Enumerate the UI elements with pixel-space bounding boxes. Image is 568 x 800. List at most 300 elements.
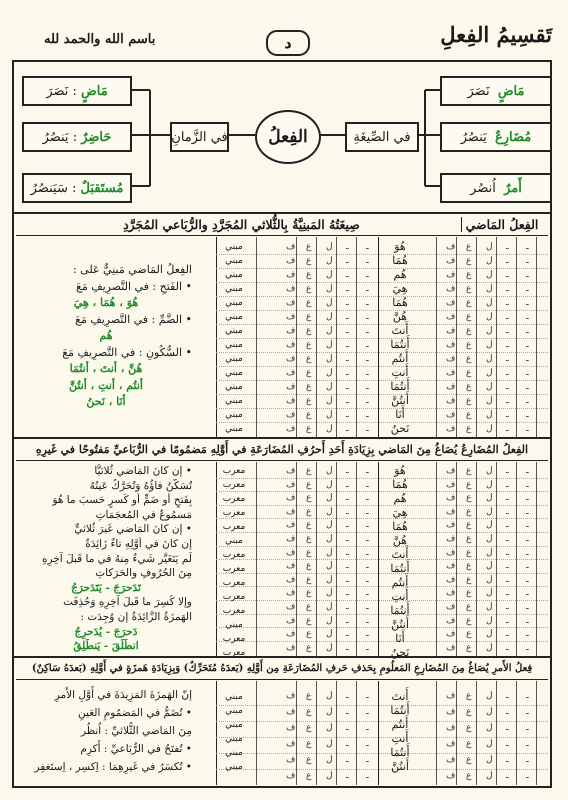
- by-form-node: [345, 122, 419, 152]
- verb-center-node: الفِعلُ: [255, 110, 321, 164]
- pronoun-cell: هِيَ: [392, 282, 408, 295]
- root-letter-mark: ل: [326, 242, 333, 252]
- root-letter-mark: ع: [466, 466, 472, 476]
- root-letter-mark: ـ: [526, 368, 529, 378]
- pronoun-cell: أَنتِ: [391, 366, 409, 379]
- imperative-section-header: [16, 658, 548, 680]
- status-cell: مبني: [225, 242, 243, 252]
- root-letter-mark: ل: [326, 340, 333, 350]
- note-line: • تُفتَحُ في الرُّبَاعيِّ : أَكرِم: [80, 743, 192, 755]
- root-letter-mark: ـ: [366, 771, 369, 781]
- pronoun-cell: نَحنُ: [390, 422, 410, 435]
- note-line: تُسَكَّنُ فاؤُهُ وَتُحَرَّكُ عَينُهُ: [89, 479, 192, 492]
- root-letter-mark: ع: [466, 326, 472, 336]
- root-letter-mark: ـ: [366, 642, 369, 653]
- root-letter-mark: ع: [466, 242, 472, 252]
- root-letter-mark: ع: [466, 707, 472, 717]
- root-letter-mark: ل: [486, 493, 493, 504]
- root-letter-mark: ـ: [526, 466, 529, 476]
- root-letter-mark: ل: [486, 602, 493, 612]
- root-letter-mark: ـ: [526, 256, 529, 266]
- pronoun-cell: أَنتُنَّ: [391, 618, 409, 631]
- root-letter-mark: ل: [326, 642, 333, 653]
- root-letter-mark: ف: [446, 270, 456, 280]
- root-letter-mark: ل: [326, 326, 333, 336]
- root-letter-mark: ـ: [526, 396, 529, 406]
- root-letter-mark: ف: [446, 602, 456, 612]
- root-letter-mark: ـ: [506, 771, 509, 781]
- root-letter-mark: ـ: [366, 574, 369, 585]
- root-letter-mark: ـ: [526, 588, 529, 599]
- root-letter-mark: ف: [286, 284, 296, 294]
- root-letter-mark: ـ: [526, 284, 529, 294]
- note-line: هُنَّ ، أَنتَ ، أَنتُمَا: [69, 362, 143, 375]
- root-letter-mark: ع: [306, 534, 312, 544]
- imperative-pronoun-column: [380, 690, 420, 774]
- root-letter-mark: ع: [466, 561, 472, 572]
- status-cell: مبني: [225, 340, 243, 350]
- root-letter-mark: ف: [446, 284, 456, 294]
- root-letter-mark: ـ: [526, 242, 529, 252]
- root-letter-mark: ف: [446, 574, 456, 585]
- root-letter-mark: ـ: [366, 520, 369, 531]
- form-item-label: مَاضٍ: [497, 83, 525, 99]
- root-letter-mark: ل: [486, 642, 493, 653]
- root-letter-mark: ـ: [506, 574, 509, 585]
- root-letter-mark: ع: [306, 739, 312, 749]
- root-letter-mark: ف: [286, 410, 296, 420]
- root-letter-mark: ـ: [346, 739, 349, 749]
- form-item-example: نَصَرَ: [467, 83, 490, 99]
- root-letter-mark: ل: [326, 723, 333, 733]
- root-letter-mark: ف: [446, 256, 456, 266]
- root-letter-mark: ف: [446, 547, 456, 558]
- root-letter-mark: ـ: [526, 707, 529, 717]
- root-letter-mark: ـ: [506, 242, 509, 252]
- root-letter-mark: ف: [286, 723, 296, 733]
- note-line: هُم: [99, 329, 113, 342]
- root-letter-mark: ـ: [506, 547, 509, 558]
- root-letter-mark: ع: [306, 588, 312, 599]
- form-item-example: يَنصُرُ: [460, 129, 487, 145]
- root-letter-mark: ف: [446, 615, 456, 626]
- root-letter-mark: ـ: [366, 629, 369, 640]
- note-line: • إن كانَ المَاضي غَيرَ ثُلاثيٍّ: [74, 523, 192, 536]
- root-letter-mark: ف: [286, 547, 296, 558]
- root-letter-mark: ع: [306, 242, 312, 252]
- root-letter-mark: ل: [486, 479, 493, 490]
- root-letter-mark: ف: [446, 520, 456, 531]
- pronoun-cell: هُوَ: [394, 240, 406, 253]
- root-letter-mark: ف: [446, 588, 456, 599]
- root-letter-mark: ع: [306, 506, 312, 517]
- root-letter-mark: ـ: [346, 602, 349, 612]
- status-cell: معرب: [222, 578, 246, 588]
- root-letter-mark: ل: [486, 691, 493, 701]
- root-letter-mark: ل: [486, 520, 493, 531]
- root-letter-mark: ع: [306, 574, 312, 585]
- root-letter-mark: ف: [286, 615, 296, 626]
- status-cell: معرب: [222, 466, 246, 476]
- root-letter-mark: ف: [446, 354, 456, 364]
- root-letter-mark: ل: [326, 312, 333, 322]
- root-letter-mark: ف: [446, 396, 456, 406]
- root-letter-mark: ـ: [346, 642, 349, 653]
- root-letter-mark: ـ: [366, 298, 369, 308]
- root-letter-mark: ـ: [366, 424, 369, 434]
- root-letter-mark: ف: [286, 479, 296, 490]
- note-line: • تُضَمُّ في المَضمُومِ العَينِ: [78, 707, 192, 719]
- root-letter-mark: ـ: [506, 298, 509, 308]
- root-letter-mark: ل: [486, 396, 493, 406]
- table-column-rule: [456, 237, 457, 437]
- root-letter-mark: ـ: [366, 479, 369, 490]
- root-letter-mark: ع: [306, 382, 312, 392]
- pronoun-cell: أَنتُمَا: [390, 562, 410, 575]
- root-letter-mark: ـ: [366, 340, 369, 350]
- root-letter-mark: ع: [466, 723, 472, 733]
- table-column-rule: [296, 237, 297, 437]
- root-letter-mark: ع: [306, 707, 312, 717]
- status-cell: معرب: [222, 634, 246, 644]
- root-letter-mark: ـ: [506, 739, 509, 749]
- time-item-example: سَيَنصُرُ: [30, 180, 68, 196]
- root-letter-mark: ل: [486, 547, 493, 558]
- root-letter-mark: ف: [286, 298, 296, 308]
- root-letter-mark: ف: [446, 466, 456, 476]
- status-cell: مبني: [225, 410, 243, 420]
- root-letter-mark: ـ: [506, 534, 509, 544]
- root-letter-mark: ع: [306, 723, 312, 733]
- root-letter-mark: ـ: [346, 242, 349, 252]
- root-letter-mark: ـ: [346, 326, 349, 336]
- root-letter-mark: ـ: [526, 561, 529, 572]
- root-letter-mark: ع: [466, 755, 472, 765]
- root-letter-mark: ل: [326, 493, 333, 504]
- status-cell: مبني: [225, 748, 243, 758]
- root-letter-mark: ـ: [506, 368, 509, 378]
- status-cell: مبني: [225, 734, 243, 744]
- root-letter-mark: ع: [466, 602, 472, 612]
- root-letter-mark: ـ: [506, 691, 509, 701]
- root-letter-mark: ـ: [506, 629, 509, 640]
- root-letter-mark: ع: [306, 340, 312, 350]
- root-letter-mark: ل: [326, 574, 333, 585]
- root-letter-mark: ـ: [526, 629, 529, 640]
- root-letter-mark: ف: [286, 520, 296, 531]
- root-letter-mark: ـ: [506, 723, 509, 733]
- root-letter-mark: ع: [306, 396, 312, 406]
- root-letter-mark: ـ: [366, 588, 369, 599]
- root-letter-mark: ـ: [526, 602, 529, 612]
- root-letter-mark: ف: [446, 629, 456, 640]
- root-letter-mark: ل: [326, 410, 333, 420]
- root-letter-mark: ف: [446, 534, 456, 544]
- root-letter-mark: ل: [486, 534, 493, 544]
- root-letter-mark: ـ: [506, 256, 509, 266]
- imperative-main-heading: فِعلُ الأَمرِ يُصَاغُ مِنَ المُضَارِعِ المَعلُومِ بِحَذفِ حَرفِ المُضَارَعَةِ مِن أَوَّلِهِ (بَعدَهُ مُتَحَرِّكٌ) وَبِزِيَادَةِ هَمزَةٍ في أَوَّلِهِ (بَعدَهُ سَاكِنٌ): [31, 663, 533, 674]
- root-letter-mark: ـ: [366, 242, 369, 252]
- root-letter-mark: ع: [466, 270, 472, 280]
- root-letter-mark: ـ: [506, 312, 509, 322]
- root-letter-mark: ل: [486, 707, 493, 717]
- pronoun-cell: نَحنُ: [390, 646, 410, 659]
- root-letter-mark: ل: [326, 534, 333, 544]
- table-column-rule: [536, 237, 537, 437]
- root-letter-mark: ف: [446, 561, 456, 572]
- pronoun-cell: أَنتُم: [391, 352, 409, 365]
- root-letter-mark: ـ: [526, 691, 529, 701]
- root-letter-mark: ل: [486, 723, 493, 733]
- root-letter-mark: ف: [446, 479, 456, 490]
- root-letter-mark: ف: [286, 256, 296, 266]
- root-letter-mark: ـ: [346, 506, 349, 517]
- root-letter-mark: ل: [326, 270, 333, 280]
- form-item-label: مُضَارِعٌ: [495, 129, 532, 145]
- root-letter-mark: ـ: [506, 382, 509, 392]
- root-letter-mark: ـ: [506, 354, 509, 364]
- root-letter-mark: ل: [486, 312, 493, 322]
- root-letter-mark: ع: [306, 629, 312, 640]
- root-letter-mark: ـ: [366, 284, 369, 294]
- root-letter-mark: ـ: [366, 368, 369, 378]
- root-letter-mark: ل: [326, 771, 333, 781]
- root-letter-mark: ل: [486, 298, 493, 308]
- root-letter-mark: ع: [466, 615, 472, 626]
- pronoun-cell: أَنتُمَا: [390, 338, 410, 351]
- root-letter-mark: ع: [306, 410, 312, 420]
- by-time-label: في الزَّمانِ: [171, 129, 228, 145]
- root-letter-mark: ف: [286, 691, 296, 701]
- root-letter-mark: ف: [446, 368, 456, 378]
- root-letter-mark: ـ: [346, 520, 349, 531]
- root-letter-mark: ل: [486, 354, 493, 364]
- pronoun-cell: أَنتُم: [391, 718, 409, 731]
- root-letter-mark: ف: [286, 574, 296, 585]
- status-cell: معرب: [222, 592, 246, 602]
- root-letter-mark: ـ: [366, 723, 369, 733]
- page-title: تَقسِيمُ الفِعلِ: [440, 22, 552, 47]
- note-line: مِنَ المَاضي الثُّلاثيِّ : اُنظُر: [80, 725, 192, 737]
- root-letter-mark: ـ: [366, 382, 369, 392]
- pronoun-cell: أَنتُم: [391, 576, 409, 589]
- root-letter-mark: ف: [286, 602, 296, 612]
- note-line: وإلا كُسِرَ ما قَبلَ آخِرِهِ وَحُذِفَت: [63, 596, 192, 609]
- root-letter-mark: ف: [286, 493, 296, 504]
- root-letter-mark: ـ: [366, 739, 369, 749]
- pronoun-cell: أَنتُمَا: [390, 704, 410, 717]
- root-letter-mark: ع: [306, 642, 312, 653]
- root-letter-mark: ـ: [366, 396, 369, 406]
- root-letter-mark: ـ: [346, 256, 349, 266]
- root-letter-mark: ـ: [366, 466, 369, 476]
- pronoun-cell: أَنتَ: [391, 548, 409, 561]
- root-letter-mark: ع: [466, 424, 472, 434]
- status-cell: مبني: [225, 720, 243, 730]
- root-letter-mark: ـ: [366, 691, 369, 701]
- root-letter-mark: ـ: [506, 396, 509, 406]
- root-letter-mark: ـ: [526, 771, 529, 781]
- root-letter-mark: ـ: [526, 739, 529, 749]
- note-line: الهَمزَةُ الزَّائِدَةُ إن وُجِدَت :: [80, 610, 192, 623]
- form-item-label: أَمرٌ: [504, 180, 522, 196]
- pronoun-cell: أَنتَ: [391, 324, 409, 337]
- root-letter-mark: ف: [446, 493, 456, 504]
- root-letter-mark: ع: [466, 298, 472, 308]
- root-letter-mark: ـ: [366, 707, 369, 717]
- root-letter-mark: ف: [286, 739, 296, 749]
- root-letter-mark: ـ: [346, 312, 349, 322]
- root-letter-mark: ع: [306, 691, 312, 701]
- root-letter-mark: ـ: [346, 755, 349, 765]
- root-letter-mark: ـ: [346, 479, 349, 490]
- root-letter-mark: ع: [306, 493, 312, 504]
- root-letter-mark: ـ: [366, 561, 369, 572]
- table-column-rule: [496, 237, 497, 437]
- pronoun-cell: أَنتُمَا: [390, 604, 410, 617]
- root-letter-mark: ل: [486, 466, 493, 476]
- root-letter-mark: ـ: [506, 615, 509, 626]
- root-letter-mark: ف: [286, 707, 296, 717]
- root-letter-mark: ف: [446, 424, 456, 434]
- root-letter-mark: ـ: [346, 493, 349, 504]
- pronoun-cell: أَنتُنَّ: [391, 760, 409, 773]
- pronoun-cell: هُوَ: [394, 464, 406, 477]
- note-line: الفِعلُ المَاضي مَبنِيٌّ عَلى :: [72, 263, 192, 276]
- root-letter-mark: ل: [486, 755, 493, 765]
- past-side-heading: الفِعلُ المَاضي: [461, 217, 542, 232]
- status-cell: معرب: [222, 522, 246, 532]
- root-letter-mark: ف: [446, 506, 456, 517]
- basmala: باسم الله والحمد لله: [44, 32, 156, 47]
- status-cell: مبني: [225, 326, 243, 336]
- pronoun-cell: أَنتُنَّ: [391, 394, 409, 407]
- root-letter-mark: ـ: [526, 298, 529, 308]
- root-letter-mark: ف: [446, 723, 456, 733]
- root-letter-mark: ل: [486, 410, 493, 420]
- root-letter-mark: ع: [466, 354, 472, 364]
- root-letter-mark: ع: [466, 520, 472, 531]
- pronoun-cell: أَنتِ: [391, 590, 409, 603]
- form-item-imperative: [440, 173, 552, 203]
- root-letter-mark: ل: [326, 691, 333, 701]
- root-letter-mark: ـ: [346, 707, 349, 717]
- root-letter-mark: ع: [306, 466, 312, 476]
- root-letter-mark: ـ: [526, 340, 529, 350]
- root-letter-mark: ع: [306, 368, 312, 378]
- root-letter-mark: ـ: [506, 588, 509, 599]
- note-line: • إن كانَ المَاضي ثُلاثيًّا: [94, 465, 192, 477]
- root-letter-mark: ع: [306, 270, 312, 280]
- root-letter-mark: ع: [466, 739, 472, 749]
- root-letter-mark: ـ: [366, 506, 369, 517]
- root-letter-mark: ـ: [366, 755, 369, 765]
- status-cell: مبني: [225, 284, 243, 294]
- status-cell: مبني: [225, 620, 243, 630]
- root-letter-mark: ـ: [366, 534, 369, 544]
- root-letter-mark: ع: [466, 642, 472, 653]
- root-letter-mark: ع: [466, 547, 472, 558]
- root-letter-mark: ـ: [506, 340, 509, 350]
- root-letter-mark: ـ: [346, 396, 349, 406]
- root-letter-mark: ع: [466, 340, 472, 350]
- time-item-label: حَاضِرٌ: [81, 129, 112, 145]
- root-letter-mark: ـ: [366, 256, 369, 266]
- root-letter-mark: ف: [286, 771, 296, 781]
- root-letter-mark: ع: [466, 534, 472, 544]
- root-letter-mark: ـ: [526, 270, 529, 280]
- pronoun-cell: هِيَ: [392, 506, 408, 519]
- root-letter-mark: ف: [446, 642, 456, 653]
- root-letter-mark: ل: [486, 561, 493, 572]
- time-item-future: مُستَقبَلٌ : سَيَنصُرُ: [22, 173, 132, 203]
- root-letter-mark: ـ: [366, 547, 369, 558]
- status-cell: مبني: [225, 706, 243, 716]
- root-letter-mark: ـ: [346, 588, 349, 599]
- root-letter-mark: ـ: [526, 642, 529, 653]
- root-letter-mark: ل: [486, 270, 493, 280]
- present-pronoun-column: [380, 464, 420, 660]
- root-letter-mark: ـ: [346, 534, 349, 544]
- root-letter-mark: ع: [306, 256, 312, 266]
- root-letter-mark: ـ: [346, 466, 349, 476]
- table-column-rule: [378, 237, 379, 437]
- root-letter-mark: ع: [306, 424, 312, 434]
- root-letter-mark: ل: [326, 298, 333, 308]
- root-letter-mark: ـ: [346, 354, 349, 364]
- page-number: د: [266, 30, 310, 56]
- root-letter-mark: ل: [326, 755, 333, 765]
- form-item-past: [440, 76, 552, 106]
- root-letter-mark: ـ: [346, 691, 349, 701]
- root-letter-mark: ـ: [346, 284, 349, 294]
- root-letter-mark: ف: [446, 242, 456, 252]
- root-letter-mark: ع: [466, 479, 472, 490]
- root-letter-mark: ل: [486, 615, 493, 626]
- note-line: • تُكسَرُ في غَيرِهِمَا : اِكسِر ، اِستَغفِر: [34, 761, 192, 773]
- pronoun-cell: هُم: [393, 492, 407, 505]
- root-letter-mark: ع: [466, 771, 472, 781]
- pronoun-cell: أَنتُمَا: [390, 746, 410, 759]
- root-letter-mark: ل: [486, 739, 493, 749]
- root-letter-mark: ف: [446, 739, 456, 749]
- root-letter-mark: ل: [486, 242, 493, 252]
- root-letter-mark: ل: [326, 354, 333, 364]
- root-letter-mark: ف: [286, 312, 296, 322]
- time-item-example: يَنصُرُ: [42, 129, 69, 145]
- pronoun-cell: أَنتِ: [391, 732, 409, 745]
- root-letter-mark: ـ: [506, 284, 509, 294]
- root-letter-mark: ل: [326, 382, 333, 392]
- note-line: دَحرَجَ - يُدَحرِجُ: [74, 625, 138, 638]
- present-notes: [20, 464, 192, 654]
- root-letter-mark: ـ: [366, 602, 369, 612]
- status-cell: مبني: [225, 424, 243, 434]
- status-cell: معرب: [222, 480, 246, 490]
- root-letter-mark: ل: [326, 739, 333, 749]
- root-letter-mark: ل: [326, 424, 333, 434]
- root-letter-mark: ـ: [346, 424, 349, 434]
- root-letter-mark: ف: [286, 629, 296, 640]
- form-item-example: اُنصُر: [470, 180, 496, 196]
- root-letter-mark: ـ: [526, 326, 529, 336]
- root-letter-mark: ع: [306, 354, 312, 364]
- root-letter-mark: ع: [306, 755, 312, 765]
- root-letter-mark: ـ: [346, 561, 349, 572]
- root-letter-mark: ع: [306, 298, 312, 308]
- root-letter-mark: ـ: [526, 382, 529, 392]
- root-letter-mark: ف: [286, 588, 296, 599]
